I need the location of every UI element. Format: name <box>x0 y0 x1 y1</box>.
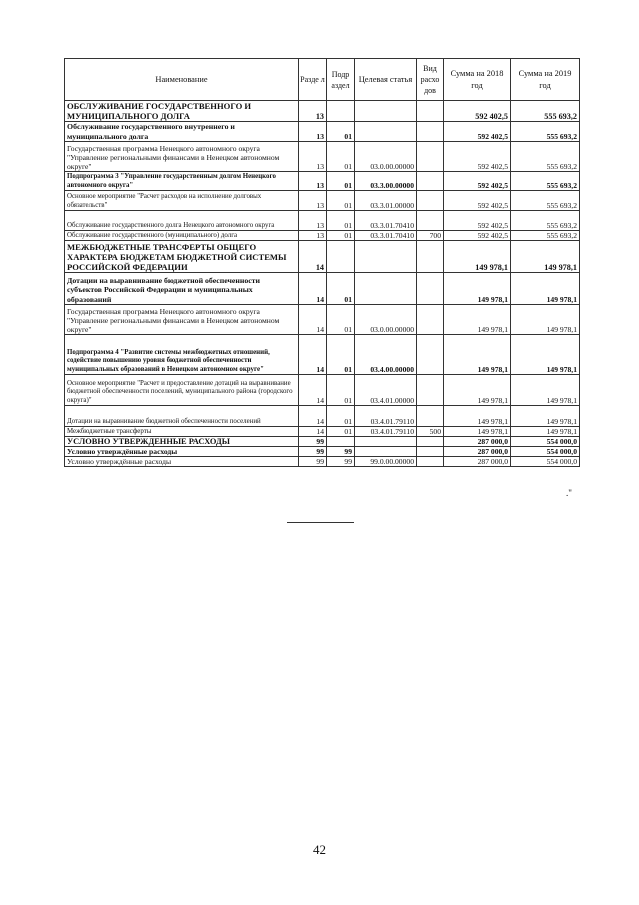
row-sum-2018: 592 402,5 <box>444 191 511 211</box>
table-row <box>65 211 580 231</box>
row-kind <box>417 122 444 142</box>
budget-table <box>64 58 580 467</box>
row-target: 03.4.01.79110 <box>355 427 417 437</box>
row-sum-2018: 149 978,1 <box>444 305 511 335</box>
row-subsection: 01 <box>327 122 355 142</box>
row-subsection: 01 <box>327 305 355 335</box>
row-section: 13 <box>299 231 327 241</box>
row-target <box>355 273 417 305</box>
row-name: Условно утверждённые расходы <box>65 457 299 467</box>
separator-line <box>287 522 354 523</box>
row-target <box>355 122 417 142</box>
row-section: 13 <box>299 101 327 122</box>
row-subsection: 01 <box>327 142 355 172</box>
row-kind <box>417 172 444 191</box>
row-section: 14 <box>299 427 327 437</box>
row-sum-2019: 149 978,1 <box>511 335 580 375</box>
row-kind <box>417 191 444 211</box>
row-kind <box>417 273 444 305</box>
row-target: 03.3.01.70410 <box>355 211 417 231</box>
row-name: Обслуживание государственного долга Ненецкого автономного округа <box>65 211 299 231</box>
table-row <box>65 172 580 191</box>
table-row <box>65 191 580 211</box>
row-subsection: 01 <box>327 231 355 241</box>
row-sum-2018: 287 000,0 <box>444 437 511 447</box>
row-sum-2018: 592 402,5 <box>444 231 511 241</box>
row-kind <box>417 142 444 172</box>
row-kind <box>417 241 444 273</box>
table-row <box>65 101 580 122</box>
page-number: 42 <box>313 842 326 857</box>
row-name: Обслуживание государственного (муниципального) долга <box>65 231 299 241</box>
header-sum-2018: Сумма на 2018 год <box>444 59 511 101</box>
row-subsection: 01 <box>327 406 355 427</box>
row-sum-2019: 149 978,1 <box>511 241 580 273</box>
row-kind <box>417 447 444 457</box>
table-row <box>65 406 580 427</box>
row-target: 03.4.01.00000 <box>355 375 417 406</box>
row-sum-2018: 592 402,5 <box>444 142 511 172</box>
row-name: Дотации на выравнивание бюджетной обеспеченности субъектов Российской Федерации и муниципальных образований <box>65 273 299 305</box>
row-kind <box>417 375 444 406</box>
table-row <box>65 447 580 457</box>
row-target: 99.0.00.00000 <box>355 457 417 467</box>
header-kind: Вид расхо дов <box>417 59 444 101</box>
row-subsection: 01 <box>327 172 355 191</box>
row-sum-2019: 555 693,2 <box>511 101 580 122</box>
row-subsection: 01 <box>327 375 355 406</box>
row-sum-2018: 149 978,1 <box>444 375 511 406</box>
row-name: Государственная программа Ненецкого автономного округа "Управление региональными финансами в Ненецком автономном округе" <box>65 142 299 172</box>
row-name: Основное мероприятие "Расчет расходов на исполнение долговых обязательств" <box>65 191 299 211</box>
row-name: Основное мероприятие "Расчет и предоставление дотаций на выравнивание бюджетной обеспеченности поселений, муниципального района (городского округа)" <box>65 375 299 406</box>
row-sum-2018: 149 978,1 <box>444 335 511 375</box>
table-row <box>65 335 580 375</box>
row-sum-2019: 149 978,1 <box>511 375 580 406</box>
row-subsection: 01 <box>327 335 355 375</box>
row-section: 14 <box>299 241 327 273</box>
header-section: Разде л <box>299 59 327 101</box>
table-row <box>65 457 580 467</box>
row-target: 03.3.01.70410 <box>355 231 417 241</box>
row-name: МЕЖБЮДЖЕТНЫЕ ТРАНСФЕРТЫ ОБЩЕГО ХАРАКТЕРА БЮДЖЕТАМ БЮДЖЕТНОЙ СИСТЕМЫ РОССИЙСКОЙ ФЕДЕРАЦИИ <box>65 241 299 273</box>
row-sum-2019: 555 693,2 <box>511 231 580 241</box>
row-sum-2018: 149 978,1 <box>444 273 511 305</box>
table-row <box>65 231 580 241</box>
table-row <box>65 427 580 437</box>
row-target: 03.4.00.00000 <box>355 335 417 375</box>
row-section: 13 <box>299 191 327 211</box>
row-sum-2018: 287 000,0 <box>444 457 511 467</box>
row-subsection: 99 <box>327 457 355 467</box>
row-sum-2018: 592 402,5 <box>444 172 511 191</box>
row-section: 99 <box>299 457 327 467</box>
row-target <box>355 241 417 273</box>
row-sum-2018: 287 000,0 <box>444 447 511 457</box>
table-row <box>65 273 580 305</box>
table-row <box>65 375 580 406</box>
row-name: Подпрограмма 3 "Управление государственным долгом Ненецкого автономного округа" <box>65 172 299 191</box>
row-section: 99 <box>299 447 327 457</box>
row-section: 13 <box>299 142 327 172</box>
row-sum-2019: 555 693,2 <box>511 122 580 142</box>
row-subsection: 01 <box>327 427 355 437</box>
row-section: 14 <box>299 305 327 335</box>
row-section: 14 <box>299 406 327 427</box>
row-sum-2018: 592 402,5 <box>444 122 511 142</box>
closing-quote-mark: ." <box>566 488 572 498</box>
row-target: 03.0.00.00000 <box>355 305 417 335</box>
row-name: Государственная программа Ненецкого автономного округа "Управление региональными финансами в Ненецком автономном округе" <box>65 305 299 335</box>
row-sum-2019: 554 000,0 <box>511 437 580 447</box>
table-row <box>65 305 580 335</box>
row-subsection <box>327 437 355 447</box>
row-sum-2018: 149 978,1 <box>444 406 511 427</box>
row-name: ОБСЛУЖИВАНИЕ ГОСУДАРСТВЕННОГО И МУНИЦИПАЛЬНОГО ДОЛГА <box>65 101 299 122</box>
row-subsection: 01 <box>327 191 355 211</box>
row-subsection: 01 <box>327 273 355 305</box>
row-target: 03.4.01.79110 <box>355 406 417 427</box>
row-sum-2019: 149 978,1 <box>511 427 580 437</box>
row-section: 14 <box>299 335 327 375</box>
row-sum-2018: 149 978,1 <box>444 427 511 437</box>
table-row <box>65 122 580 142</box>
row-name: Условно утверждённые расходы <box>65 447 299 457</box>
header-subsection: Подр аздел <box>327 59 355 101</box>
row-kind <box>417 305 444 335</box>
row-subsection <box>327 101 355 122</box>
row-kind <box>417 437 444 447</box>
row-section: 14 <box>299 375 327 406</box>
table-row <box>65 241 580 273</box>
row-kind <box>417 457 444 467</box>
row-name: УСЛОВНО УТВЕРЖДЕННЫЕ РАСХОДЫ <box>65 437 299 447</box>
row-kind <box>417 101 444 122</box>
row-target: 03.3.00.00000 <box>355 172 417 191</box>
row-kind: 700 <box>417 231 444 241</box>
row-sum-2019: 554 000,0 <box>511 447 580 457</box>
row-name: Подпрограмма 4 "Развитие системы межбюджетных отношений, содействие повышению уровня бюджетной обеспеченности муниципальных образований в Ненецком автономном округе" <box>65 335 299 375</box>
row-subsection <box>327 241 355 273</box>
row-section: 13 <box>299 172 327 191</box>
row-sum-2018: 149 978,1 <box>444 241 511 273</box>
row-section: 13 <box>299 211 327 231</box>
row-subsection: 01 <box>327 211 355 231</box>
row-sum-2019: 555 693,2 <box>511 191 580 211</box>
row-section: 99 <box>299 437 327 447</box>
row-kind: 500 <box>417 427 444 437</box>
row-target <box>355 447 417 457</box>
row-sum-2018: 592 402,5 <box>444 101 511 122</box>
row-kind <box>417 211 444 231</box>
row-section: 13 <box>299 122 327 142</box>
header-row <box>65 59 580 101</box>
header-name: Наименование <box>65 59 299 101</box>
row-sum-2019: 555 693,2 <box>511 142 580 172</box>
row-name: Обслуживание государственного внутреннего и муниципального долга <box>65 122 299 142</box>
row-target: 03.0.00.00000 <box>355 142 417 172</box>
row-sum-2019: 554 000,0 <box>511 457 580 467</box>
table-row <box>65 142 580 172</box>
row-sum-2019: 149 978,1 <box>511 305 580 335</box>
row-name: Межбюджетные трансферты <box>65 427 299 437</box>
row-kind <box>417 406 444 427</box>
row-sum-2019: 149 978,1 <box>511 273 580 305</box>
row-kind <box>417 335 444 375</box>
row-subsection: 99 <box>327 447 355 457</box>
row-sum-2019: 149 978,1 <box>511 406 580 427</box>
header-target: Целевая статья <box>355 59 417 101</box>
row-sum-2019: 555 693,2 <box>511 172 580 191</box>
row-sum-2018: 592 402,5 <box>444 211 511 231</box>
header-sum-2019: Сумма на 2019 год <box>511 59 580 101</box>
row-sum-2019: 555 693,2 <box>511 211 580 231</box>
row-target <box>355 101 417 122</box>
row-target <box>355 437 417 447</box>
row-target: 03.3.01.00000 <box>355 191 417 211</box>
row-name: Дотации на выравнивание бюджетной обеспеченности поселений <box>65 406 299 427</box>
table-row <box>65 437 580 447</box>
row-section: 14 <box>299 273 327 305</box>
